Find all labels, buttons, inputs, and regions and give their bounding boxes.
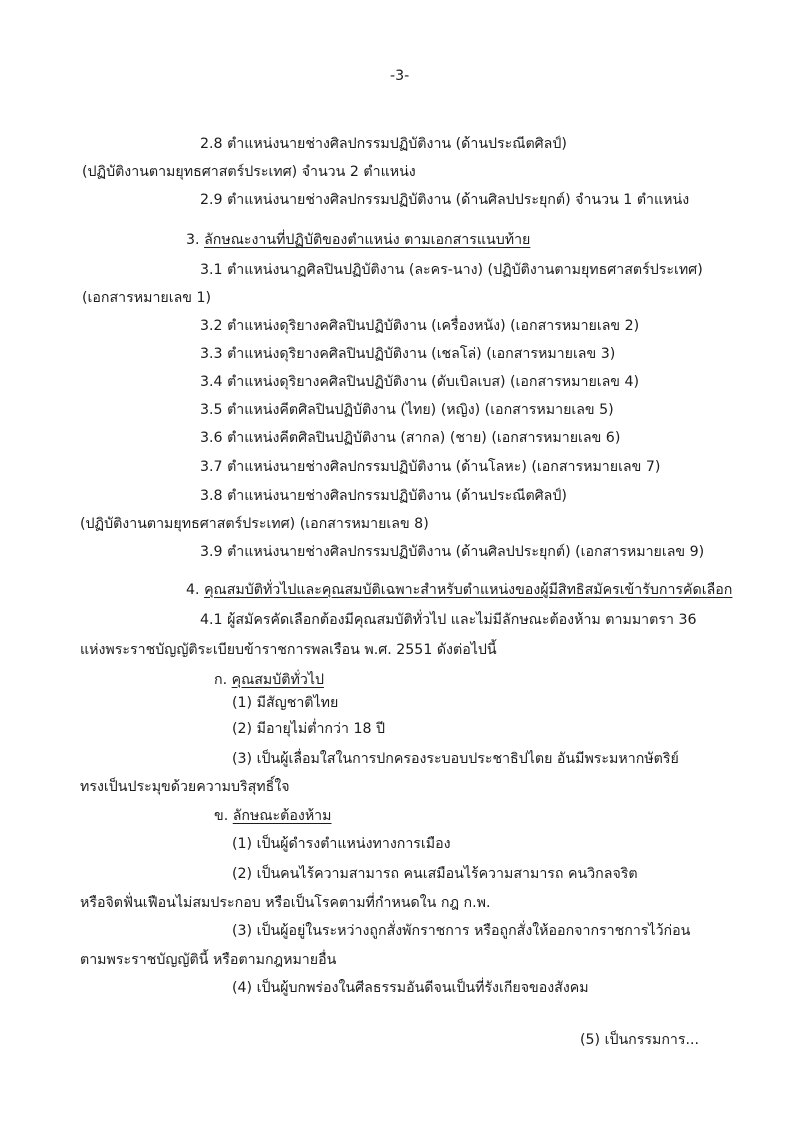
section-3-heading — [186, 230, 530, 250]
item-3-2: 3.2 ตำแหน่งดุริยางคศิลปินปฏิบัติงาน (เครื่องหนัง) (เอกสารหมายเลข 2) — [200, 318, 640, 334]
qualification-3-cont: ทรงเป็นประมุขด้วยความบริสุทธิ์ใจ — [80, 779, 290, 795]
subsection-ka-number: ก. — [214, 672, 228, 688]
prohibition-2: (2) เป็นคนไร้ความสามารถ คนเสมือนไร้ความสามารถ คนวิกลจริต — [232, 866, 638, 882]
item-3-8-cont: (ปฏิบัติงานตามยุทธศาสตร์ประเทศ) (เอกสารหมายเลข 8) — [80, 516, 429, 532]
item-3-1-cont: (เอกสารหมายเลข 1) — [82, 290, 212, 306]
subsection-kho-number: ข. — [214, 808, 229, 824]
section-4-title: คุณสมบัติทั่วไปและคุณสมบัติเฉพาะสำหรับตำแหน่งของผู้มีสิทธิสมัครเข้ารับการคัดเลือก — [204, 582, 733, 598]
prohibition-3: (3) เป็นผู้อยู่ในระหว่างถูกสั่งพักราชการ หรือถูกสั่งให้ออกจากราชการไว้ก่อน — [232, 923, 691, 939]
item-2-9: 2.9 ตำแหน่งนายช่างศิลปกรรมปฏิบัติงาน (ด้านศิลปประยุกต์) จำนวน 1 ตำแหน่ง — [200, 192, 690, 208]
item-3-7: 3.7 ตำแหน่งนายช่างศิลปกรรมปฏิบัติงาน (ด้านโลหะ) (เอกสารหมายเลข 7) — [200, 459, 661, 475]
qualification-3: (3) เป็นผู้เลื่อมใสในการปกครองระบอบประชาธิปไตย อันมีพระมหากษัตริย์ — [232, 751, 679, 767]
section-3-number: 3. — [186, 232, 200, 248]
subsection-kho-title: ลักษณะต้องห้าม — [232, 808, 332, 824]
page-number: -3- — [390, 68, 410, 84]
prohibition-4: (4) เป็นผู้บกพร่องในศีลธรรมอันดีจนเป็นที่รังเกียจของสังคม — [232, 980, 589, 996]
item-3-3: 3.3 ตำแหน่งดุริยางคศิลปินปฏิบัติงาน (เชลโล่) (เอกสารหมายเลข 3) — [200, 346, 616, 362]
subsection-ka-heading — [214, 670, 324, 690]
item-3-5: 3.5 ตำแหน่งคีตศิลปินปฏิบัติงาน (ไทย) (หญิง) (เอกสารหมายเลข 5) — [200, 402, 614, 418]
item-4-1: 4.1 ผู้สมัครคัดเลือกต้องมีคุณสมบัติทั่วไป และไม่มีลักษณะต้องห้าม ตามมาตรา 36 — [200, 612, 697, 628]
section-3-title: ลักษณะงานที่ปฏิบัติของตำแหน่ง ตามเอกสารแนบท้าย — [204, 232, 531, 248]
prohibition-1: (1) เป็นผู้ดำรงตำแหน่งทางการเมือง — [232, 836, 451, 852]
item-3-4: 3.4 ตำแหน่งดุริยางคศิลปินปฏิบัติงาน (ดับเบิลเบส) (เอกสารหมายเลข 4) — [200, 374, 640, 390]
qualification-1: (1) มีสัญชาติไทย — [232, 695, 339, 711]
subsection-kho-heading — [214, 806, 332, 826]
item-4-1-cont: แห่งพระราชบัญญัติระเบียบข้าราชการพลเรือน พ.ศ. 2551 ดังต่อไปนี้ — [80, 642, 497, 658]
section-4-heading — [186, 580, 732, 600]
subsection-ka-title: คุณสมบัติทั่วไป — [231, 672, 324, 688]
prohibition-2-cont: หรือจิตฟั่นเฟือนไม่สมประกอบ หรือเป็นโรคตามที่กำหนดใน กฎ ก.พ. — [80, 895, 491, 911]
item-2-8: 2.8 ตำแหน่งนายช่างศิลปกรรมปฏิบัติงาน (ด้านประณีตศิลป์) — [200, 136, 567, 152]
item-3-6: 3.6 ตำแหน่งคีตศิลปินปฏิบัติงาน (สากล) (ชาย) (เอกสารหมายเลข 6) — [200, 430, 621, 446]
continuation-note: (5) เป็นกรรมการ... — [580, 1032, 700, 1048]
section-4-number: 4. — [186, 582, 200, 598]
item-3-8: 3.8 ตำแหน่งนายช่างศิลปกรรมปฏิบัติงาน (ด้านประณีตศิลป์) — [200, 488, 567, 504]
item-2-8-cont: (ปฏิบัติงานตามยุทธศาสตร์ประเทศ) จำนวน 2 ตำแหน่ง — [82, 164, 416, 180]
item-3-9: 3.9 ตำแหน่งนายช่างศิลปกรรมปฏิบัติงาน (ด้านศิลปประยุกต์) (เอกสารหมายเลข 9) — [200, 544, 705, 560]
prohibition-3-cont: ตามพระราชบัญญัตินี้ หรือตามกฎหมายอื่น — [80, 952, 337, 968]
item-3-1: 3.1 ตำแหน่งนาฏศิลปินปฏิบัติงาน (ละคร-นาง) (ปฏิบัติงานตามยุทธศาสตร์ประเทศ) — [200, 262, 703, 278]
qualification-2: (2) มีอายุไม่ต่ำกว่า 18 ปี — [232, 721, 386, 737]
